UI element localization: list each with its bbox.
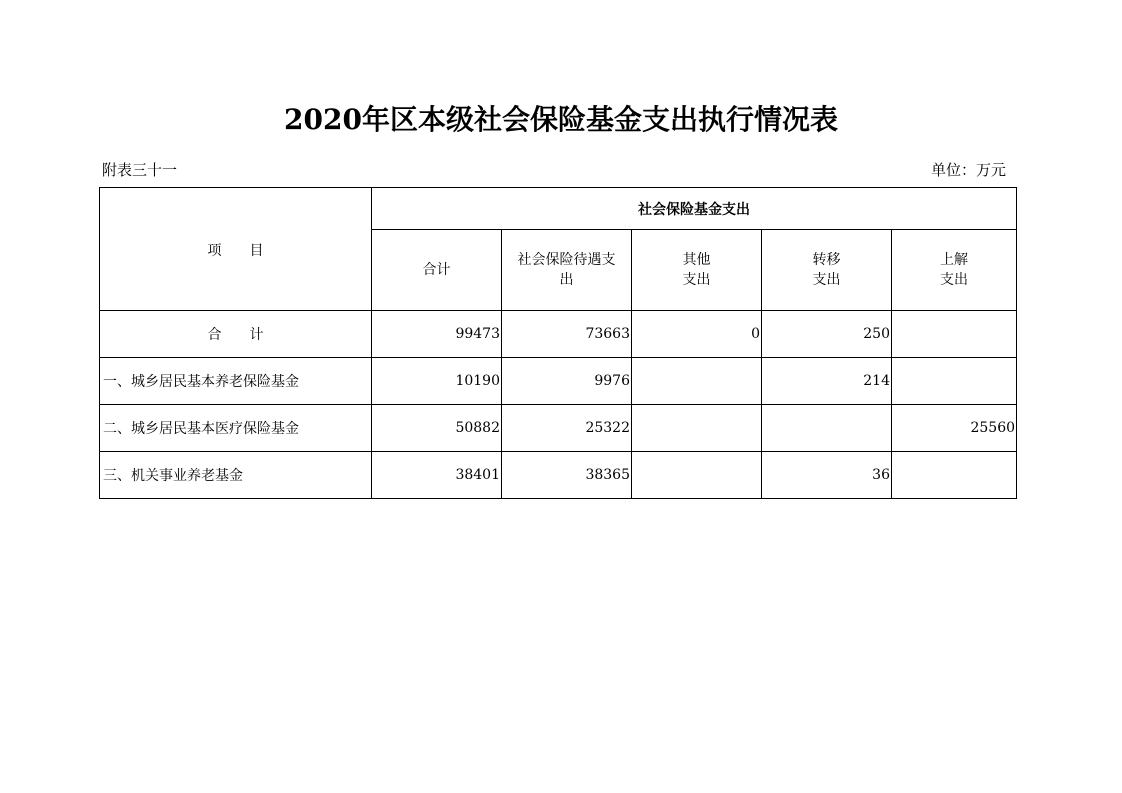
cell-benefit: 25322 bbox=[502, 405, 632, 452]
table-row bbox=[100, 452, 1017, 499]
attachment-label: 附表三十一 bbox=[102, 161, 178, 179]
row-name: 二、城乡居民基本医疗保险基金 bbox=[100, 405, 372, 452]
cell-other bbox=[632, 452, 762, 499]
header-total bbox=[372, 230, 502, 311]
row-name: 一、城乡居民基本养老保险基金 bbox=[100, 358, 372, 405]
header-benefit-line1: 社会保险待遇支 bbox=[517, 252, 616, 268]
cell-remittance: 25560 bbox=[892, 405, 1017, 452]
row-name: 三、机关事业养老基金 bbox=[100, 452, 372, 499]
header-transfer-expenditure bbox=[762, 230, 892, 311]
header-item: 项 目 bbox=[100, 188, 372, 311]
cell-transfer: 214 bbox=[762, 358, 892, 405]
table-row bbox=[100, 358, 1017, 405]
cell-remittance bbox=[892, 311, 1017, 358]
cell-total: 50882 bbox=[372, 405, 502, 452]
header-other-line2: 支出 bbox=[682, 272, 711, 288]
cell-transfer bbox=[762, 405, 892, 452]
header-transfer-line2: 支出 bbox=[812, 272, 841, 288]
cell-transfer: 250 bbox=[762, 311, 892, 358]
table-header-row bbox=[100, 188, 1017, 230]
cell-benefit: 38365 bbox=[502, 452, 632, 499]
header-remittance-line1: 上解 bbox=[940, 252, 969, 268]
header-group-social-insurance-expenditure: 社会保险基金支出 bbox=[372, 188, 1017, 230]
table-row bbox=[100, 405, 1017, 452]
cell-benefit: 73663 bbox=[502, 311, 632, 358]
header-transfer-line1: 转移 bbox=[812, 252, 841, 268]
header-other-line1: 其他 bbox=[682, 252, 711, 268]
header-remittance-line2: 支出 bbox=[940, 272, 969, 288]
expenditure-table bbox=[99, 187, 1017, 499]
header-remittance-expenditure bbox=[892, 230, 1017, 311]
header-benefit-expenditure bbox=[502, 230, 632, 311]
cell-other bbox=[632, 405, 762, 452]
cell-transfer: 36 bbox=[762, 452, 892, 499]
header-benefit-line2: 出 bbox=[559, 272, 574, 288]
cell-benefit: 9976 bbox=[502, 358, 632, 405]
cell-total: 10190 bbox=[372, 358, 502, 405]
cell-other bbox=[632, 358, 762, 405]
cell-remittance bbox=[892, 358, 1017, 405]
cell-other: 0 bbox=[632, 311, 762, 358]
cell-total: 99473 bbox=[372, 311, 502, 358]
header-total-label: 合计 bbox=[422, 262, 451, 278]
page-title: 2020年区本级社会保险基金支出执行情况表 bbox=[284, 103, 838, 136]
header-other-expenditure bbox=[632, 230, 762, 311]
unit-label: 单位：万元 bbox=[931, 161, 1007, 179]
cell-total: 38401 bbox=[372, 452, 502, 499]
cell-remittance bbox=[892, 452, 1017, 499]
row-name: 合 计 bbox=[100, 311, 372, 358]
table-row bbox=[100, 311, 1017, 358]
